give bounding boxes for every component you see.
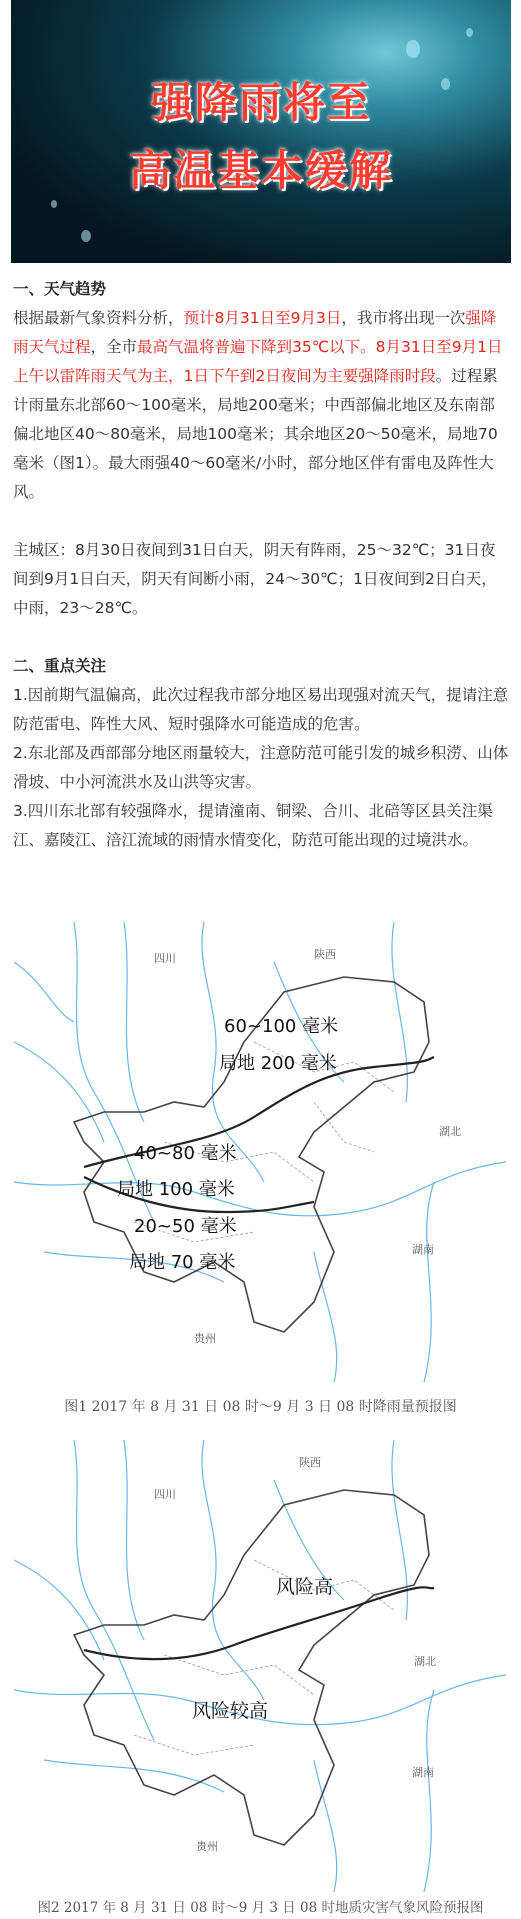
province-label: 四川 (154, 1488, 176, 1501)
hero-title-line1: 强降雨将至 (150, 78, 371, 127)
zone-label: 20~50 毫米 (134, 1216, 237, 1237)
province-label: 贵州 (194, 1332, 216, 1345)
rainfall-forecast-map (14, 922, 506, 1382)
map1-caption: 图1 2017 年 8 月 31 日 08 时～9 月 3 日 08 时降雨量预报图 (64, 1399, 457, 1415)
province-label: 湖北 (439, 1125, 461, 1138)
body-text: ，我市将出现一次 (341, 309, 466, 327)
province-label: 陕西 (314, 948, 336, 961)
river-network (14, 922, 506, 1382)
section-key-focus (13, 652, 510, 855)
weather-trend-paragraph (13, 304, 510, 507)
focus-item: 3.四川东北部有较强降水，提请潼南、铜梁、合川、北碚等区县关注渠江、嘉陵江、涪江流域的雨情水情变化，防范可能出现的过境洪水。 (13, 802, 493, 849)
province-label: 湖北 (414, 1655, 436, 1668)
zone-label: 局地 70 毫米 (129, 1252, 236, 1273)
zone-label: 40~80 毫米 (134, 1143, 237, 1164)
water-drop-decor (406, 40, 420, 58)
main-city-forecast: 主城区：8月30日夜间到31日白天，阴天有阵雨，25～32℃；31日夜间到9月1日白天，阴天有间断小雨，24～30℃；1日夜间到2日白天，中雨，23～28℃。 (13, 541, 497, 617)
zone-label: 风险高 (276, 1576, 334, 1598)
focus-item: 2.东北部及西部部分地区雨量较大，注意防范可能引发的城乡积涝、山体滑坡、中小河流洪水及山洪等灾害。 (13, 744, 509, 791)
map2-caption: 图2 2017 年 8 月 31 日 08 时～9 月 3 日 08 时地质灾害气象风险预报图 (37, 1900, 484, 1916)
water-drop-decor (81, 230, 91, 242)
water-drop-decor (51, 200, 57, 208)
chongqing-outline (74, 1490, 429, 1845)
zone-label: 局地 100 毫米 (117, 1179, 235, 1200)
province-label: 陕西 (299, 1456, 321, 1469)
hero-title-line2: 高温基本缓解 (128, 146, 393, 195)
map-svg (14, 922, 506, 1382)
body-text: 根据最新气象资料分析， (13, 309, 184, 327)
zone-label: 风险较高 (192, 1700, 269, 1722)
province-label: 湖南 (412, 1243, 434, 1256)
geo-hazard-risk-map (14, 1440, 506, 1892)
hero-banner (11, 0, 511, 263)
zone-label: 局地 200 毫米 (219, 1053, 337, 1074)
section-heading: 二、重点关注 (13, 657, 107, 675)
focus-item: 1.因前期气温偏高，此次过程我市部分地区易出现强对流天气，提请注意防范雷电、阵性大风、短时强降水可能造成的危害。 (13, 686, 509, 733)
water-drop-decor (466, 28, 473, 37)
highlight-text: 最高气温将普遍下降到35℃以下。8月31日至9月1日上午以雷阵雨天气为主，1日下午到2日夜间为主要强降雨时段 (13, 338, 503, 385)
section-weather-trend (13, 275, 510, 623)
province-label: 湖南 (412, 1766, 434, 1779)
section-heading: 一、天气趋势 (13, 280, 107, 298)
map-svg (14, 1440, 506, 1892)
body-text: 。过程累计雨量东北部60～100毫米，局地200毫米；中西部偏北地区及东南部偏北地区40～80毫米，局地100毫米；其余地区20～50毫米，局地70毫米（图1）。最大雨强40～60毫米/小时，部分地区伴有雷电及阵性大风。 (13, 367, 498, 501)
body-text: ，全市 (90, 338, 138, 356)
highlight-text: 强降雨天气过程 (13, 309, 497, 356)
province-label: 四川 (154, 952, 176, 965)
zone-label: 60~100 毫米 (224, 1016, 339, 1037)
province-label: 贵州 (196, 1840, 218, 1853)
highlight-text: 预计8月31日至9月3日 (183, 309, 342, 327)
